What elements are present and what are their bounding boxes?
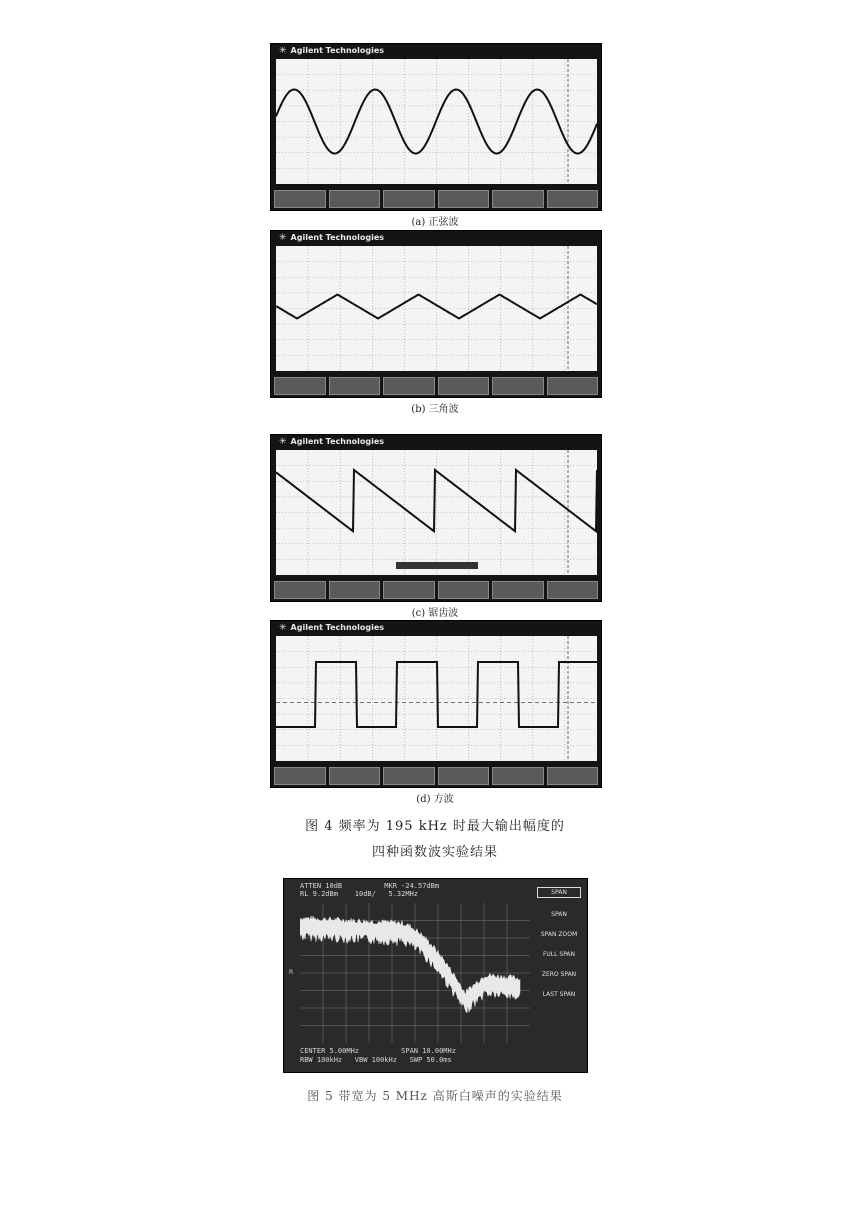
analyzer-header-line1: ATTEN 10dB MKR -24.57dBm [300, 882, 440, 890]
analyzer-menu-zero-span: ZERO SPAN [541, 971, 577, 978]
analyzer-ref-marker: R [289, 969, 294, 976]
caption-c: (c) 锯齿波 [411, 608, 459, 619]
scope-sawtooth [270, 434, 602, 602]
measurement-label-box [396, 562, 478, 569]
analyzer-footer-line2: RBW 100kHz VBW 100kHz SWP 50.0ms [300, 1056, 452, 1064]
analyzer-header-line2: RL 9.2dBm 10dB/ 5.32MHz [300, 890, 419, 898]
analyzer-menu [537, 887, 581, 1011]
analyzer-menu-span-zoom: SPAN ZOOM [540, 931, 578, 938]
scope-softkeys [274, 767, 598, 785]
spectrum-analyzer-screen [283, 878, 588, 1073]
scope-brand: ✳ Agilent Technologies [279, 46, 385, 56]
scope-softkeys [274, 190, 598, 208]
agilent-spark-icon: ✳ [279, 437, 287, 447]
scope-screen [276, 636, 597, 761]
noise-trace [300, 916, 520, 1013]
spectrum-plot [300, 903, 530, 1043]
figure-5-caption: 图 5 带宽为 5 MHz 高斯白噪声的实验结果 [307, 1089, 563, 1103]
analyzer-menu-title: SPAN [537, 887, 581, 898]
scope-softkeys [274, 377, 598, 395]
scope-square [270, 620, 602, 788]
scope-brand: ✳ Agilent Technologies [279, 437, 385, 447]
caption-a: (a) 正弦波 [411, 217, 459, 228]
scope-brand: ✳ Agilent Technologies [279, 623, 385, 633]
agilent-spark-icon: ✳ [279, 46, 287, 56]
analyzer-menu-last-span: LAST SPAN [542, 991, 576, 998]
agilent-spark-icon: ✳ [279, 623, 287, 633]
scope-triangle [270, 230, 602, 398]
analyzer-menu-full-span: FULL SPAN [542, 951, 576, 958]
analyzer-menu-span: SPAN [551, 911, 567, 918]
analyzer-footer-line1: CENTER 5.00MHz SPAN 10.00MHz [300, 1047, 456, 1055]
figure-4-caption [240, 814, 630, 866]
scope-sine [270, 43, 602, 211]
scope-screen [276, 246, 597, 371]
figure-4-caption-line1: 图 4 频率为 195 kHz 时最大输出幅度的 [305, 819, 565, 834]
figure-4-caption-line2: 四种函数波实验结果 [371, 845, 498, 860]
scope-screen [276, 450, 597, 575]
scope-screen [276, 59, 597, 184]
caption-d: (d) 方波 [416, 794, 454, 805]
agilent-spark-icon: ✳ [279, 233, 287, 243]
caption-b: (b) 三角波 [411, 404, 459, 415]
scope-softkeys [274, 581, 598, 599]
scope-brand: ✳ Agilent Technologies [279, 233, 385, 243]
